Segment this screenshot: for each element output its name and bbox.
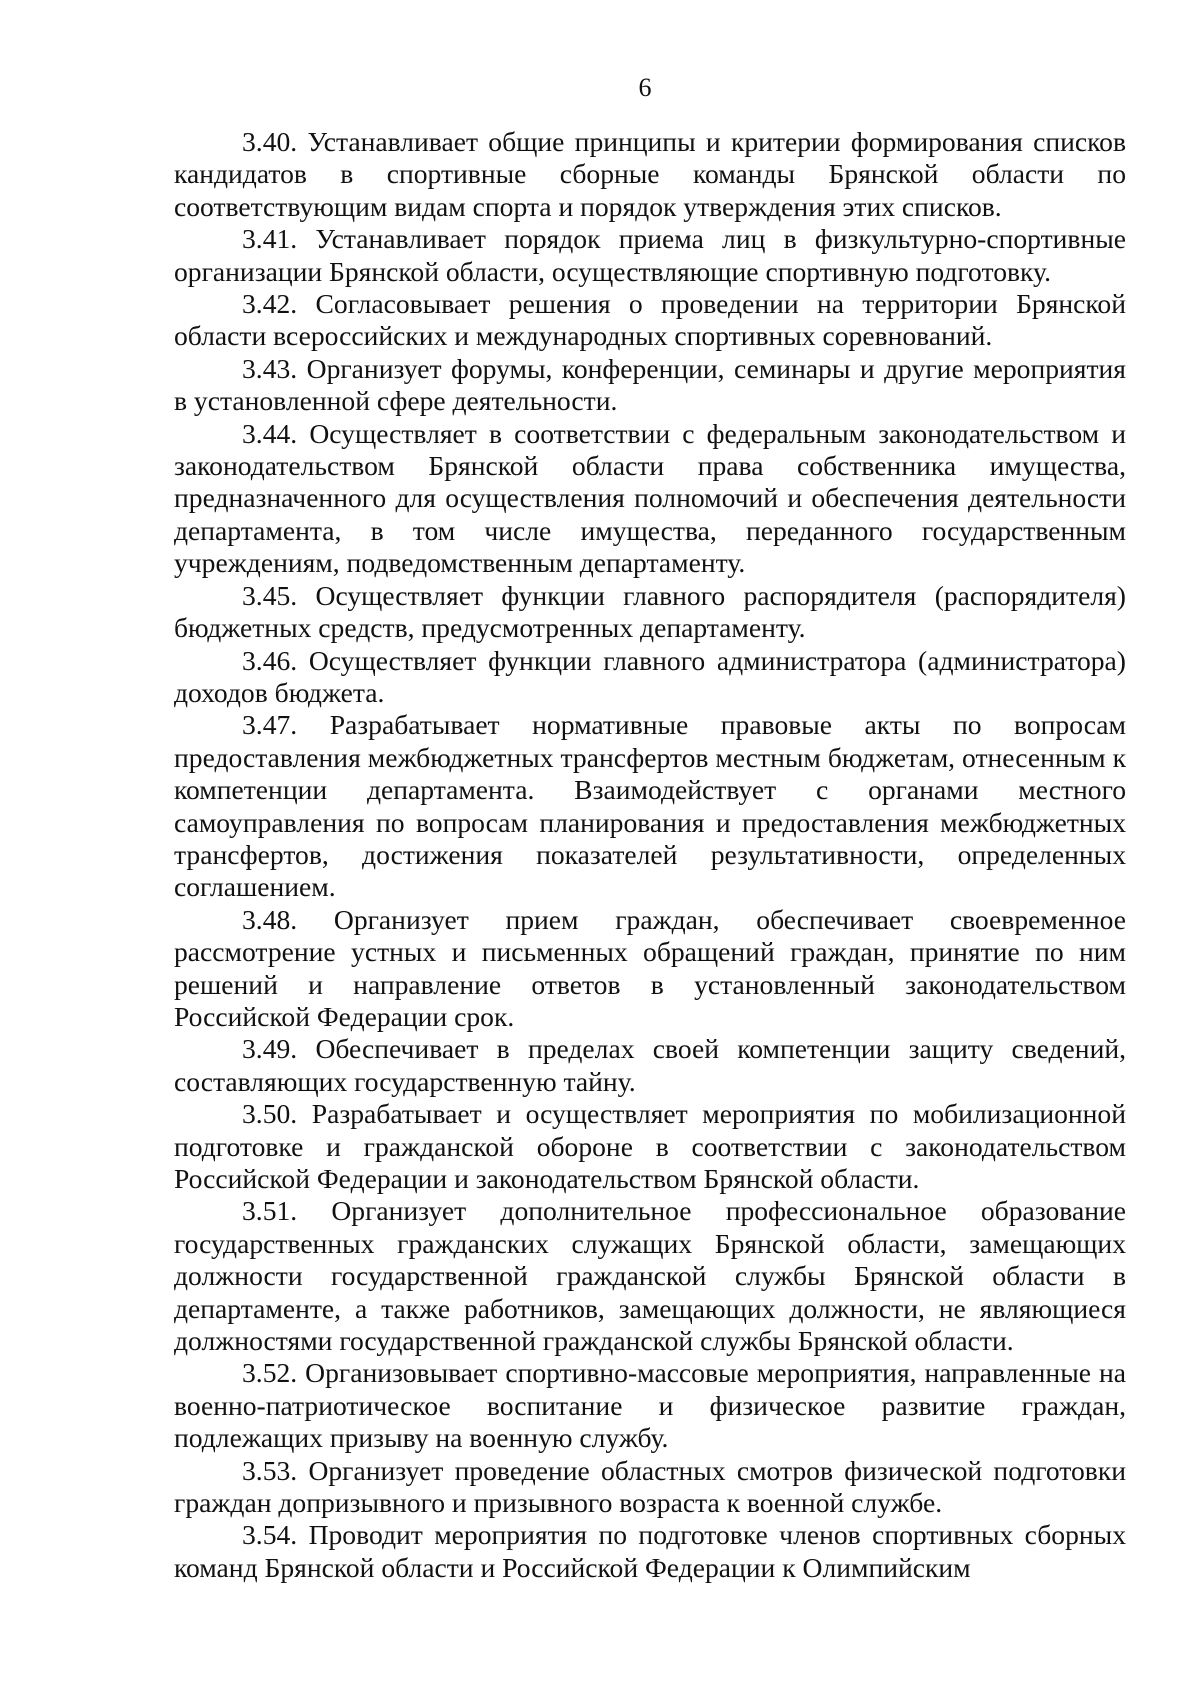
paragraph-3-44: 3.44. Осуществляет в соответствии с федеральным законодательством и законодательством Брянской области права собственника имущества, предназначенного для осуществления полномочий и обеспечения деятельности департамента, в том числе имущества, переданного государственным учреждениям, подведомственным департаменту. xyxy=(174,417,1126,579)
paragraph-3-43: 3.43. Организует форумы, конференции, семинары и другие мероприятия в установленной сфере деятельности. xyxy=(174,352,1126,417)
paragraph-3-54: 3.54. Проводит мероприятия по подготовке членов спортивных сборных команд Брянской области и Российской Федерации к Олимпийским xyxy=(174,1519,1126,1583)
paragraph-3-42: 3.42. Согласовывает решения о проведении на территории Брянской области всероссийских и международных спортивных соревнований. xyxy=(174,288,1126,352)
paragraph-3-52: 3.52. Организовывает спортивно-массовые мероприятия, направленные на военно-патриотическое воспитание и физическое развитие граждан, подлежащих призыву на военную службу. xyxy=(174,1357,1126,1454)
paragraph-3-50: 3.50. Разрабатывает и осуществляет мероприятия по мобилизационной подготовке и гражданской обороне в соответствии с законодательством Российской Федерации и законодательством Брянской области. xyxy=(174,1098,1126,1194)
paragraph-3-53: 3.53. Организует проведение областных смотров физической подготовки граждан допризывного и призывного возраста к военной службе. xyxy=(174,1454,1126,1519)
paragraph-3-40: 3.40. Устанавливает общие принципы и критерии формирования списков кандидатов в спортивные сборные команды Брянской области по соответствующим видам спорта и порядок утверждения этих списков. xyxy=(174,126,1126,222)
paragraph-3-51: 3.51. Организует дополнительное профессиональное образование государственных гражданских служащих Брянской области, замещающих должности государственной гражданской службы Брянской области в департаменте, а также работников, замещающих должности, не являющиеся должностями государственной гражданской службы Брянской области. xyxy=(174,1195,1126,1357)
document-body xyxy=(174,126,1126,1584)
paragraph-3-46: 3.46. Осуществляет функции главного администратора (администратора) доходов бюджета. xyxy=(174,644,1126,708)
paragraph-3-49: 3.49. Обеспечивает в пределах своей компетенции защиту сведений, составляющих государственную тайну. xyxy=(174,1033,1126,1097)
paragraph-3-48: 3.48. Организует прием граждан, обеспечивает своевременное рассмотрение устных и письменных обращений граждан, принятие по ним решений и направление ответов в установленный законодательством Российской Федерации срок. xyxy=(174,903,1126,1032)
paragraph-3-45: 3.45. Осуществляет функции главного распорядителя (распорядителя) бюджетных средств, предусмотренных департаменту. xyxy=(174,579,1126,644)
page-number: 6 xyxy=(638,73,652,102)
paragraph-3-47: 3.47. Разрабатывает нормативные правовые акты по вопросам предоставления межбюджетных трансфертов местным бюджетам, отнесенным к компетенции департамента. Взаимодействует с органами местного самоуправления по вопросам планирования и предоставления межбюджетных трансфертов, достижения показателей результативности, определенных соглашением. xyxy=(174,709,1126,903)
paragraph-3-41: 3.41. Устанавливает порядок приема лиц в физкультурно-спортивные организации Брянской области, осуществляющие спортивную подготовку. xyxy=(174,223,1126,287)
